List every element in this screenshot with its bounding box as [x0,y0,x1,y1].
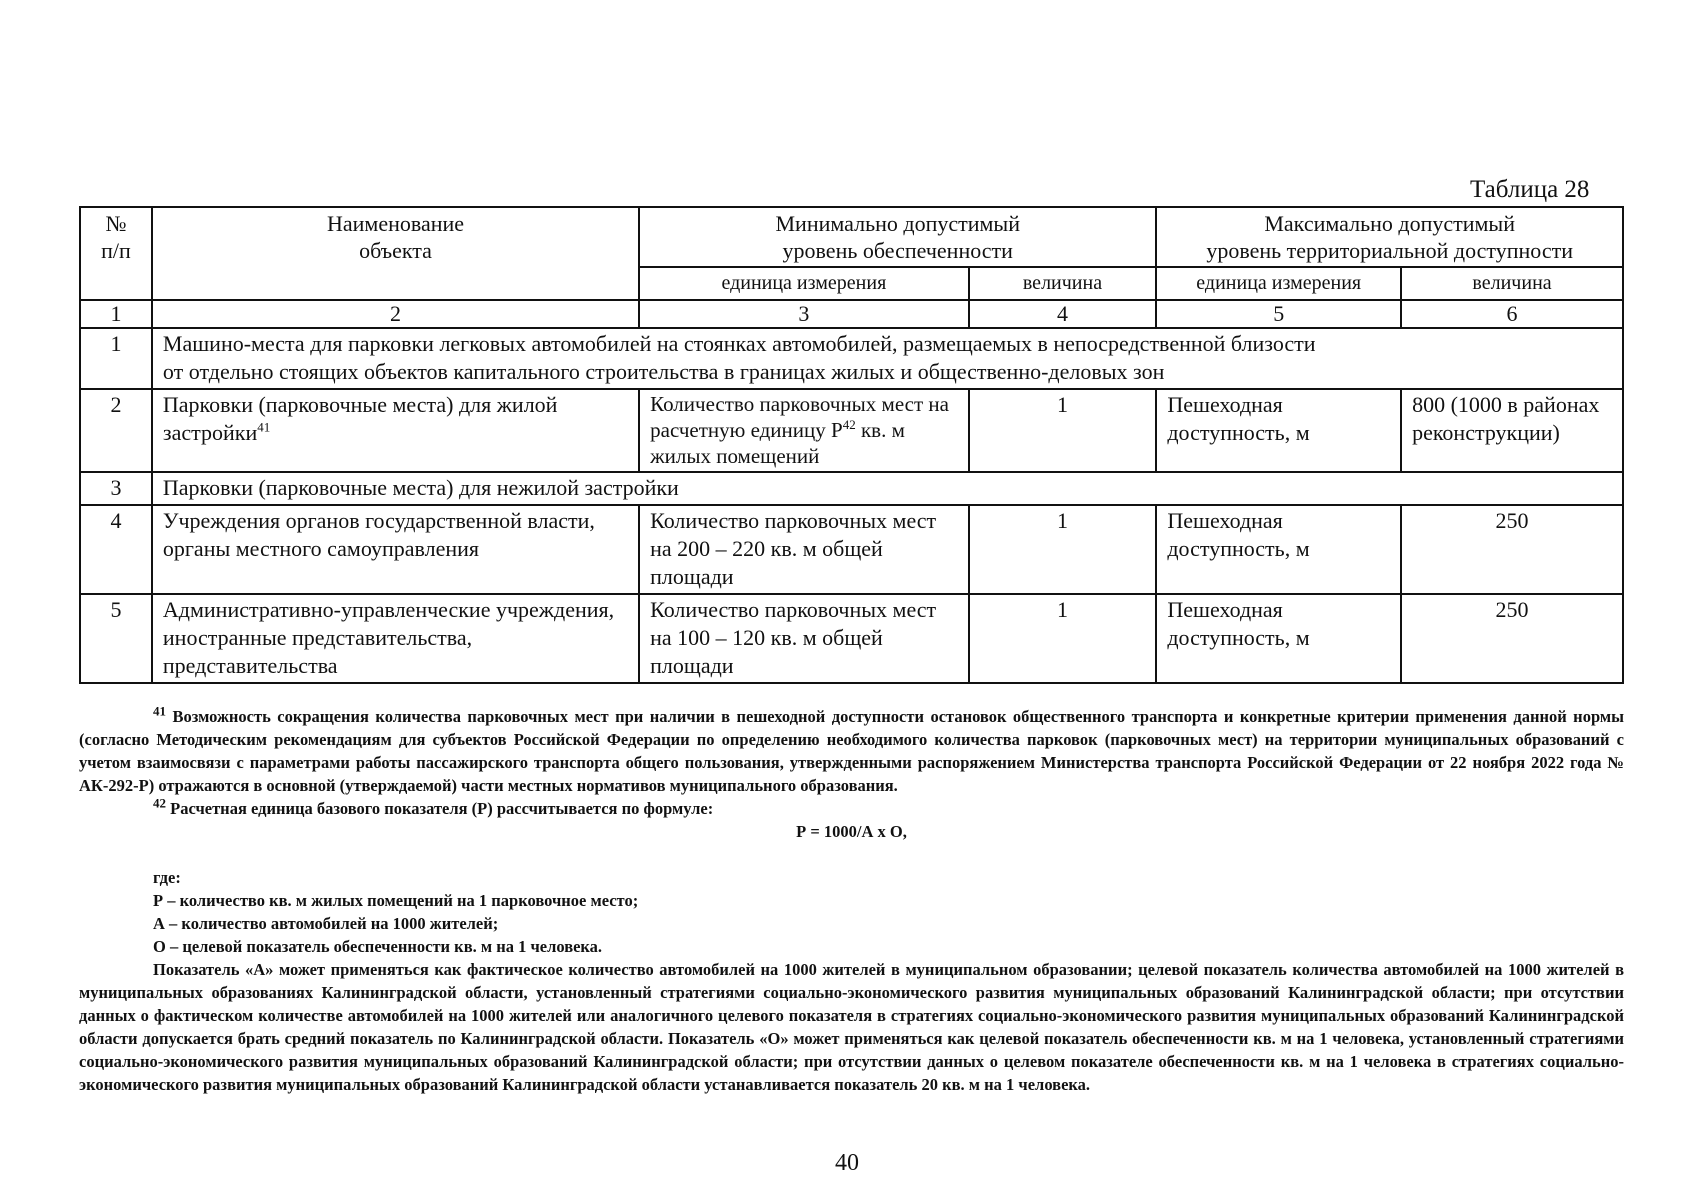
unit-min: Количество парковочных мест на 100 – 120 кв. м общей площади [639,594,968,683]
row-span-text: Машино-места для парковки легковых автомобилей на стоянках автомобилей, размещаемых в непосредственной близости от отдельно стоящих объектов капитального строительства в границах жилых и общественно-деловых зон [152,328,1623,389]
table-row [80,389,1623,472]
row-number: 1 [80,328,152,389]
object-name: Парковки (парковочные места) для жилой застройки$^{41}$ [152,389,639,472]
table-caption: Таблица 28 [1470,176,1590,203]
paragraph-indicators: Показатель «А» может применяться как фактическое количество автомобилей на 1000 жителей в муниципальном образовании; целевой показатель количества автомобилей на 1000 жителей в муниципальных образованиях Калининградской области, установленный стратегиями социально-экономического развития муниципальных образований Калининградской области; при отсутствии данных о фактическом количестве автомобилей на 1000 жителей или аналогичного целевого показателя в стратегиях социально-экономического развития муниципальных образований Калининградской области допускается брать средний показатель по Калининградской области. Показатель «О» может применяться как целевой показатель обеспеченности кв. м на 1 человека, установленный стратегиями социально-экономического развития муниципальных образований Калининградской области; при отсутствии данных о целевом показателе обеспеченности кв. м на 1 человека в стратегиях социально-экономического развития муниципальных образований Калининградской области устанавливается показатель 20 кв. м на 1 человека. [79,960,1624,1094]
subheader-value-min: величина [969,267,1157,300]
row-span-text: Парковки (парковочные места) для нежилой застройки [152,472,1623,505]
header-max-access: Максимально допустимый уровень территориальной доступности [1156,207,1623,267]
table-row [80,472,1623,505]
value-max: 250 [1401,594,1623,683]
formula-where: где: [153,868,181,887]
value-max: 800 (1000 в районах реконструкции) [1401,389,1623,472]
col-number: 4 [969,300,1157,328]
unit-max: Пешеходная доступность, м [1156,505,1401,594]
col-number: 1 [80,300,152,328]
column-number-row [80,300,1623,328]
subheader-value-max: величина [1401,267,1623,300]
table-row [80,505,1623,594]
value-min: 1 [969,594,1157,683]
col-number: 3 [639,300,968,328]
footnote-41: $^{41}$ Возможность сокращения количества парковочных мест при наличии в пешеходной доступности остановок общественного транспорта и конкретные критерии применения данной нормы (согласно Методическим рекомендациям для субъектов Российской Федерации по определению необходимого количества парковок (парковочных мест) на территории муниципальных образований с учетом взаимосвязи с параметрами работы пассажирского транспорта общего пользования, утвержденными распоряжением Министерства транспорта Российской Федерации от 22 ноября 2022 года № АК-292-Р) отражаются в основной (утверждаемой) части местных нормативов муниципального образования. [79,703,1624,795]
col-number: 6 [1401,300,1623,328]
page-number: 40 [835,1150,859,1176]
definition-p: Р – количество кв. м жилых помещений на 1 парковочное место; [153,891,639,910]
header-min-level: Минимально допустимый уровень обеспеченности [639,207,1156,267]
unit-min: Количество парковочных мест на 200 – 220 кв. м общей площади [639,505,968,594]
definition-o: О – целевой показатель обеспеченности кв. м на 1 человека. [153,937,603,956]
value-max: 250 [1401,505,1623,594]
table-row [80,594,1623,683]
subheader-unit-min: единица измерения [639,267,968,300]
footnotes [79,705,1624,1096]
object-name: Учреждения органов государственной власти, органы местного самоуправления [152,505,639,594]
unit-min: Количество парковочных мест на расчетную единицу $Р^{42}$ кв. м жилых помещений [639,389,968,472]
col-number: 5 [1156,300,1401,328]
row-number: 2 [80,389,152,472]
header-no: № п/п [80,207,152,300]
object-name: Административно-управленческие учреждения, иностранные представительства, представительства [152,594,639,683]
header-name: Наименование объекта [152,207,639,300]
definition-a: А – количество автомобилей на 1000 жителей; [153,914,499,933]
value-min: 1 [969,505,1157,594]
formula: Р = 1000/А х О, [796,822,907,841]
row-number: 4 [80,505,152,594]
footnote-42: $^{42}$ Расчетная единица базового показателя (Р) рассчитывается по формуле: [153,795,714,818]
col-number: 2 [152,300,639,328]
row-number: 3 [80,472,152,505]
row-number: 5 [80,594,152,683]
subheader-unit-max: единица измерения [1156,267,1401,300]
parking-norms-table [79,206,1624,684]
unit-max: Пешеходная доступность, м [1156,594,1401,683]
header-row [80,207,1623,267]
unit-max: Пешеходная доступность, м [1156,389,1401,472]
value-min: 1 [969,389,1157,472]
table-row [80,328,1623,389]
